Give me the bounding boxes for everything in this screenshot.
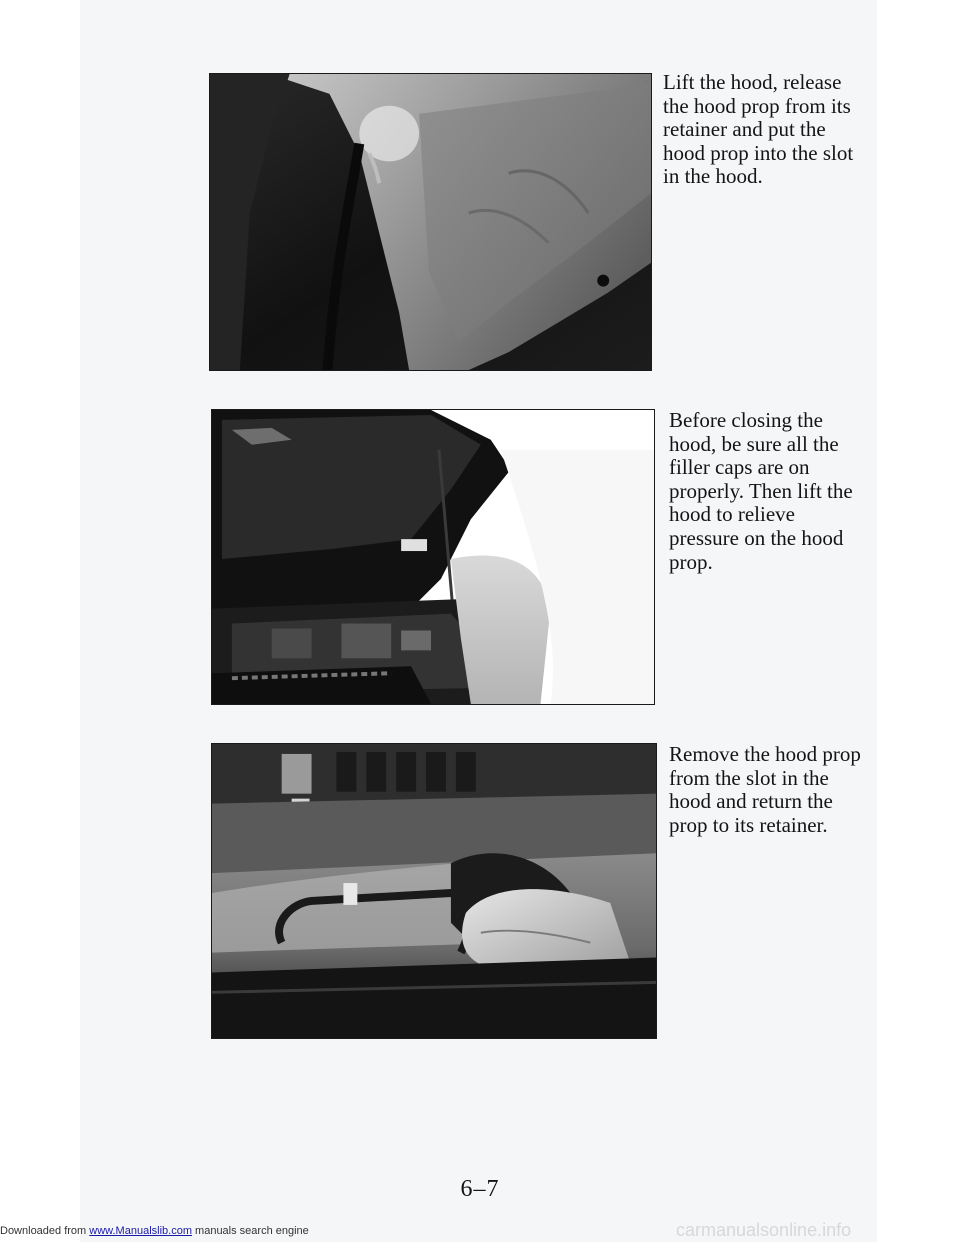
photo-prop-return-retainer-image bbox=[212, 744, 656, 1038]
page-number: 6–7 bbox=[460, 1176, 500, 1202]
photo-open-hood-engine-image bbox=[212, 410, 654, 704]
watermark-text: carmanualsonline.info bbox=[676, 1220, 852, 1240]
photo-hood-prop-retainer-image bbox=[210, 74, 651, 370]
photo-hood-prop-retainer bbox=[209, 73, 652, 371]
manualslib-link[interactable]: www.Manualslib.com bbox=[89, 1225, 192, 1237]
step-2-caption: Before closing the hood, be sure all the filler caps are on properly. Then lift the hood to relieve pressure on the hood prop. bbox=[669, 408, 853, 574]
photo-open-hood-engine bbox=[211, 409, 655, 705]
footer-prefix: Downloaded from bbox=[0, 1225, 90, 1237]
left-margin bbox=[0, 0, 80, 1242]
photo-prop-return-retainer bbox=[211, 743, 657, 1039]
download-footer bbox=[0, 1224, 345, 1238]
step-3-caption: Remove the hood prop from the slot in the hood and return the prop to its retainer. bbox=[669, 742, 861, 837]
step-1-caption: Lift the hood, release the hood prop from its retainer and put the hood prop into the slot in the hood. bbox=[663, 70, 854, 189]
footer-suffix: manuals search engine bbox=[191, 1225, 309, 1237]
